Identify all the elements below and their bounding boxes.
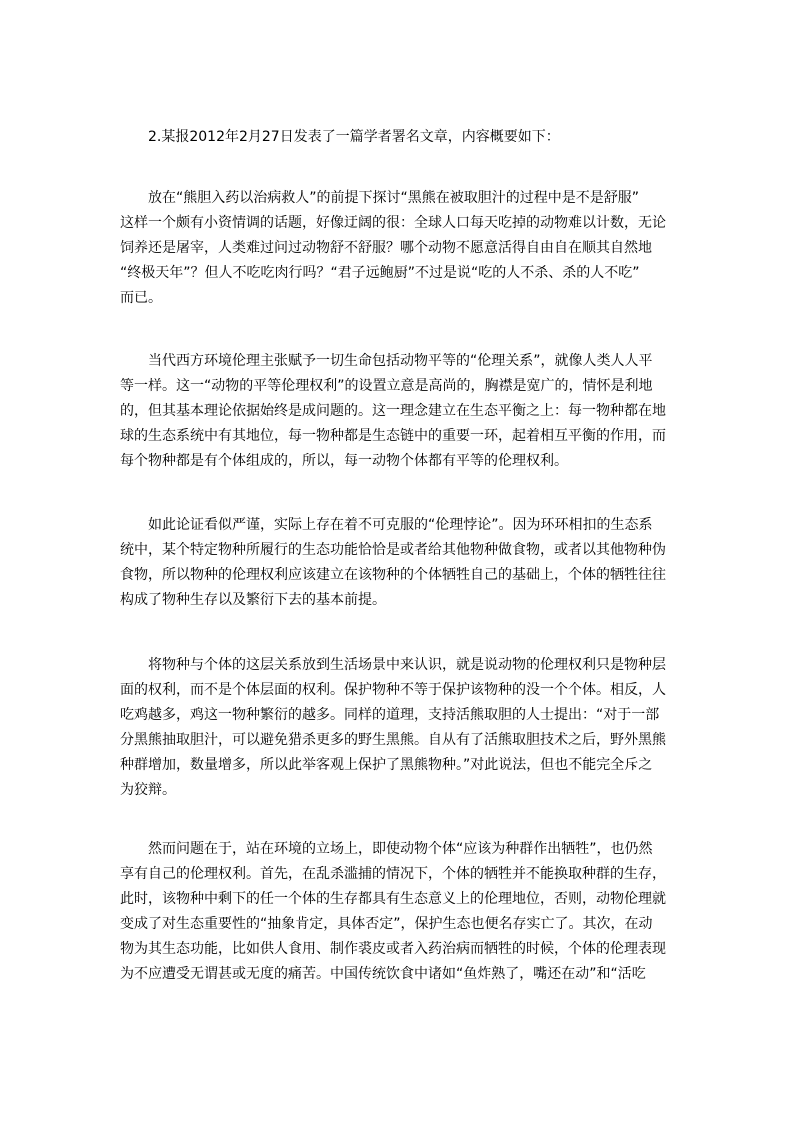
paragraph-2 [120,349,680,474]
paragraph-line: 享有自己的伦理权利。首先，在乱杀滥捕的情况下，个体的牺牲并不能换取种群的生存， [120,866,666,882]
paragraph-line: 食物，所以物种的伦理权利应该建立在该物种的个体牺牲自己的基础上，个体的牺牲往往 [120,567,666,583]
paragraph-line: 而已。 [120,290,162,306]
paragraph-line: 球的生态系统中有其地位，每一物种都是生态链中的重要一环，起着相互平衡的作用，而 [120,428,666,444]
question-heading [120,125,680,150]
paragraph-line: 当代西方环境伦理主张赋予一切生命包括动物平等的“伦理关系”，就像人类人人平 [148,353,653,369]
paragraph-line: 饲养还是屠宰，人类难过问过动物舒不舒服？哪个动物不愿意活得自由自在顺其自然地 [120,240,652,256]
paragraph-line: 的，但其基本理论依据始终是成问题的。这一理念建立在生态平衡之上：每一物种都在地 [120,403,666,419]
paragraph-line: 统中，某个特定物种所履行的生态功能恰恰是或者给其他物种做食物，或者以其他物种伪 [120,542,666,558]
paragraph-line: 物为其生态功能，比如供人食用、制作裘皮或者入药治病而牺牲的时候，个体的伦理表现 [120,941,666,957]
paragraph-line: 等一样。这一“动物的平等伦理权利”的设置立意是高尚的，胸襟是宽广的，情怀是利地 [120,378,653,394]
heading-text: 2.某报2012年2月27日发表了一篇学者署名文章，内容概要如下： [148,129,560,145]
paragraph-line: “终极天年”？但人不吃吃肉行吗？“君子远鲍厨”不过是说“吃的人不杀、杀的人不吃” [120,265,640,281]
paragraph-line: 面的权利，而不是个体层面的权利。保护物种不等于保护该物种的没一个个体。相反，人 [120,682,666,698]
paragraph-3 [120,513,680,613]
paragraph-line: 为狡辩。 [120,782,176,798]
paragraph-line: 为不应遭受无谓甚或无度的痛苦。中国传统饮食中诸如“鱼炸熟了，嘴还在动”和“活吃 [120,966,646,982]
paragraph-line: 然而问题在于，站在环境的立场上，即使动物个体“应该为种群作出牺牲”，也仍然 [148,841,653,857]
paragraph-line: 吃鸡越多，鸡这一物种繁衍的越多。同样的道理，支持活熊取胆的人士提出：“对于一部 [120,707,660,723]
paragraph-line: 放在“熊胆入药以治病救人”的前提下探讨“黑熊在被取胆汁的过程中是不是舒服” [148,190,640,206]
paragraph-line: 种群增加，数量增多，所以此举客观上保护了黑熊物种。”对此说法，但也不能完全斥之 [120,757,653,773]
paragraph-line: 此时，该物种中剩下的任一个体的生存都具有生态意义上的伦理地位，否则，动物伦理就 [120,891,666,907]
paragraph-line: 如此论证看似严谨，实际上存在着不可克服的“伦理悖论”。因为环环相扣的生态系 [148,517,653,533]
paragraph-4 [120,653,680,803]
paragraph-line: 分黑熊抽取胆汁，可以避免猎杀更多的野生黑熊。自从有了活熊取胆技术之后，野外黑熊 [120,732,666,748]
paragraph-line: 这样一个颇有小资情调的话题，好像迂阔的很：全球人口每天吃掉的动物难以计数，无论 [120,215,666,231]
paragraph-line: 将物种与个体的这层关系放到生活场景中来认识，就是说动物的伦理权利只是物种层 [148,657,666,673]
paragraph-line: 构成了物种生存以及繁衍下去的基本前提。 [120,592,386,608]
paragraph-line: 变成了对生态重要性的“抽象肯定，具体否定”，保护生态也便名存实亡了。其次，在动 [120,916,653,932]
paragraph-1 [120,186,680,311]
paragraph-5 [120,837,680,987]
paragraph-line: 每个物种都是有个体组成的，所以，每一动物个体都有平等的伦理权利。 [120,453,568,469]
